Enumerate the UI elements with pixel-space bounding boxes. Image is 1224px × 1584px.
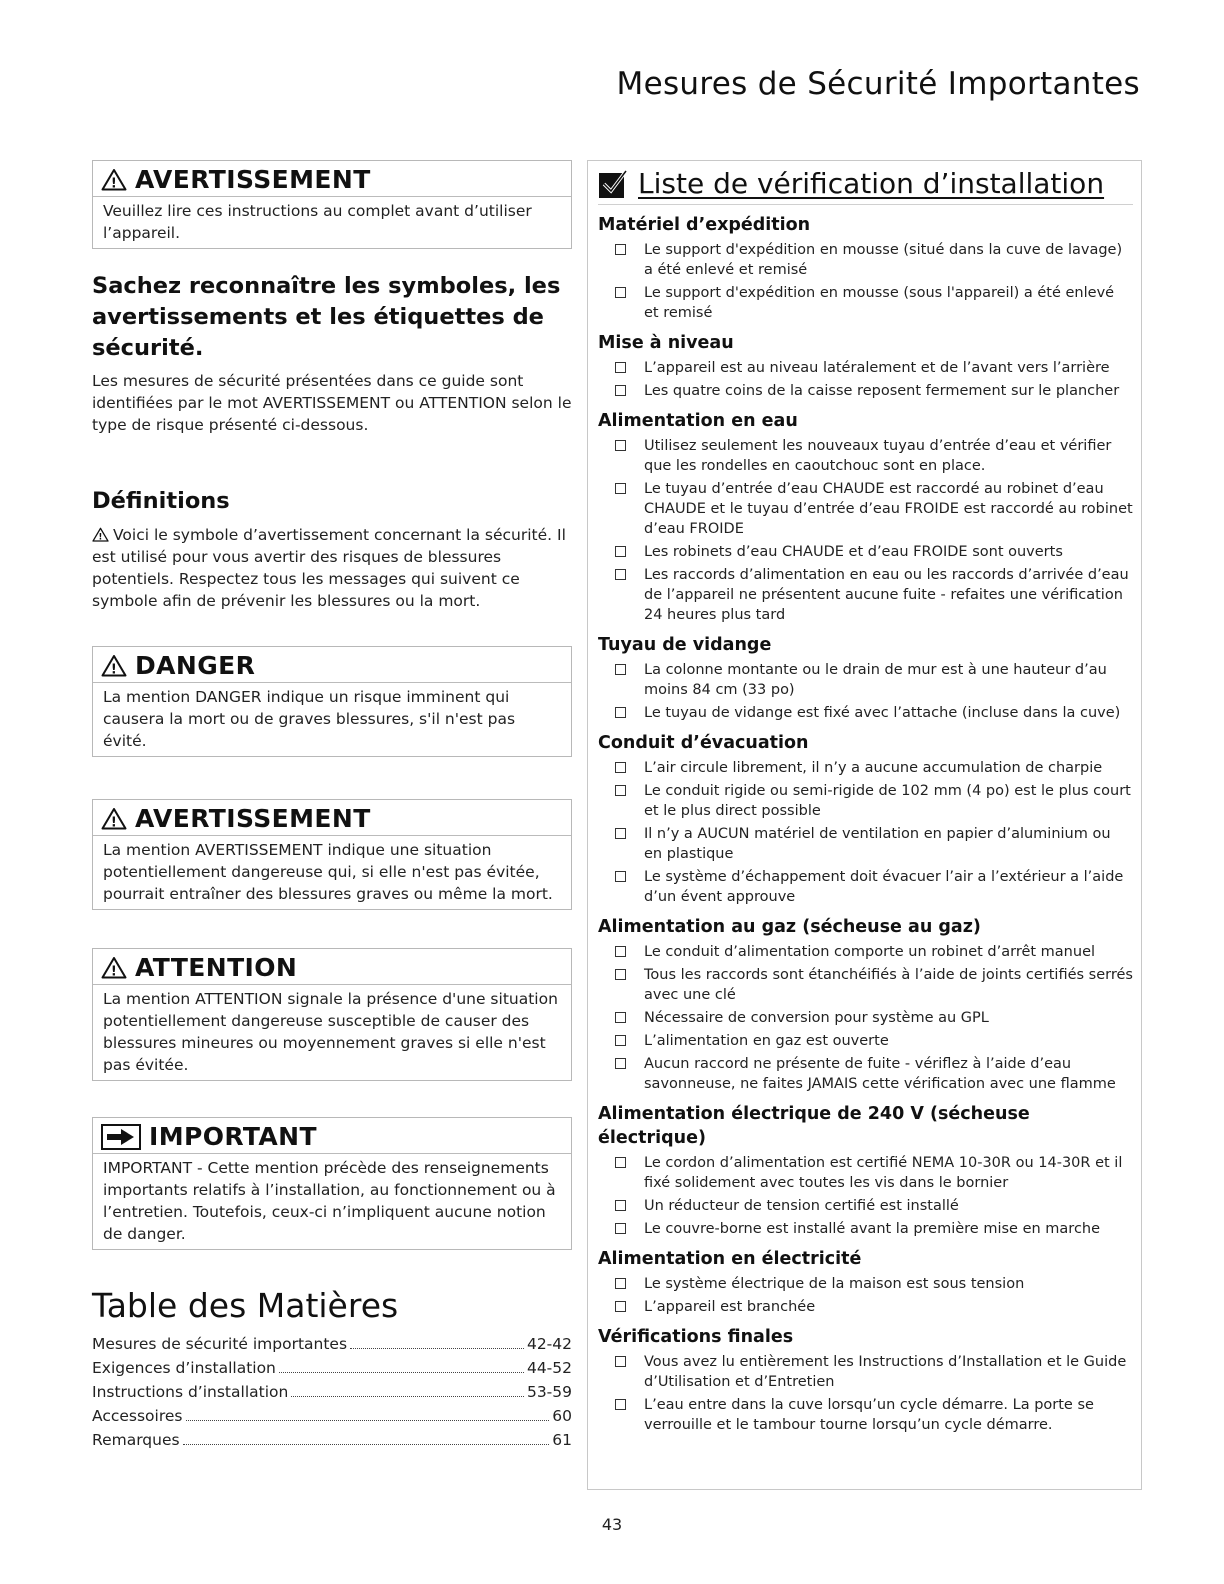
danger-box-title-text: DANGER <box>135 651 256 680</box>
checklist-section <box>598 1247 1133 1317</box>
toc-row <box>92 1333 572 1355</box>
svg-text:!: ! <box>110 815 118 830</box>
important-box-title-text: IMPORTANT <box>149 1122 317 1151</box>
definitions-paragraph <box>92 524 572 612</box>
important-box-text: IMPORTANT - Cette mention précède des renseignements importants relatifs à l’installation, au fonctionnement ou à l’entretien. Toutefois, ceux-ci n’impliquent aucune notion de danger. <box>103 1159 556 1243</box>
checklist-item-text: Vous avez lu entièrement les Instructions d’Installation et le Guide d’Utilisation et d’Entretien <box>644 1354 1127 1390</box>
checkbox-icon <box>615 1035 626 1046</box>
warning-box-2-title-text: AVERTISSEMENT <box>135 804 371 833</box>
checklist-section-heading: Alimentation au gaz (sécheuse au gaz) <box>598 917 981 937</box>
warning-box-2-text: La mention AVERTISSEMENT indique une situation potentiellement dangereuse qui, si elle n'est pas évitée, pourrait entraîner des blessures graves ou même la mort. <box>103 841 553 903</box>
page-header: Mesures de Sécurité Importantes <box>616 66 1140 102</box>
svg-text:!: ! <box>98 531 103 542</box>
warning-box-title-text: AVERTISSEMENT <box>135 165 371 194</box>
checklist-section-heading: Tuyau de vidange <box>598 635 772 655</box>
toc-title: Table des Matières <box>92 1286 399 1325</box>
checklist-item <box>598 436 1133 476</box>
svg-text:!: ! <box>110 964 118 979</box>
toc-label: Mesures de sécurité importantes <box>92 1335 348 1353</box>
checkbox-icon <box>615 1356 626 1367</box>
checklist-item <box>598 1395 1133 1435</box>
checkbox-icon <box>615 946 626 957</box>
page-number: 43 <box>601 1515 623 1534</box>
checkbox-icon <box>615 569 626 580</box>
checklist-item <box>598 965 1133 1005</box>
checkbox-icon <box>615 762 626 773</box>
svg-text:!: ! <box>110 662 118 677</box>
checklist-item-text: Le support d'expédition en mousse (situé dans la cuve de lavage) a été enlevé et remisé <box>644 242 1123 278</box>
checklist-section <box>598 731 1133 907</box>
checklist-item <box>598 867 1133 907</box>
toc-pages: 44-52 <box>526 1359 572 1377</box>
checklist-item-text: Le tuyau d’entrée d’eau CHAUDE est raccordé au robinet d’eau CHAUDE et le tuyau d’entrée d’eau FROIDE est raccordé au robinet d’eau FROIDE <box>644 481 1133 537</box>
toc-row <box>92 1405 572 1427</box>
toc-leader <box>183 1444 550 1445</box>
checkbox-icon <box>615 1157 626 1168</box>
checklist-item <box>598 942 1133 962</box>
checklist-item <box>598 283 1133 323</box>
checklist-item <box>598 1196 1133 1216</box>
caution-box-title-text: ATTENTION <box>135 953 298 982</box>
checked-box-icon <box>598 169 628 199</box>
checklist-item <box>598 1352 1133 1392</box>
toc-label: Accessoires <box>92 1407 183 1425</box>
caution-box-title <box>93 949 571 985</box>
checklist-item <box>598 758 1133 778</box>
checklist-item <box>598 1153 1133 1193</box>
checklist-section <box>598 1102 1133 1239</box>
danger-box-title <box>93 647 571 683</box>
checklist-body <box>598 213 1133 1435</box>
checkbox-icon <box>615 440 626 451</box>
checklist-section <box>598 1325 1133 1435</box>
svg-text:!: ! <box>110 176 118 191</box>
checkbox-icon <box>615 546 626 557</box>
checklist-item-text: L’alimentation en gaz est ouverte <box>644 1033 889 1049</box>
checklist-item-text: Nécessaire de conversion pour système au GPL <box>644 1010 989 1026</box>
checkbox-icon <box>615 1012 626 1023</box>
checklist-item <box>598 542 1133 562</box>
checkbox-icon <box>615 362 626 373</box>
checklist-item-text: Aucun raccord ne présente de fuite - vériflez à l’aide d’eau savonneuse, ne faites JAMAIS cette vérification avec une flamme <box>644 1056 1116 1092</box>
warning-icon <box>101 807 127 830</box>
checklist-item-text: Tous les raccords sont étanchéifiés à l’aide de joints certifiés serrés avec une clé <box>644 967 1133 1003</box>
checklist-title: Liste de vérification d’installation <box>638 167 1105 200</box>
checkbox-icon <box>615 244 626 255</box>
definitions-text: Voici le symbole d’avertissement concernant la sécurité. Il est utilisé pour vous avertir des risques de blessures potentiels. Respectez tous les messages qui suivent ce symbole afin de prévenir les blessures ou la mort. <box>92 526 566 610</box>
checklist-item-text: Le conduit rigide ou semi-rigide de 102 mm (4 po) est le plus court et le plus direct possible <box>644 783 1131 819</box>
checklist-item-text: La colonne montante ou le drain de mur est à une hauteur d’au moins 84 cm (33 po) <box>644 662 1107 698</box>
toc-row <box>92 1381 572 1403</box>
checkbox-icon <box>615 1223 626 1234</box>
danger-box-text: La mention DANGER indique un risque imminent qui causera la mort ou de graves blessures, s'il n'est pas évité. <box>103 688 516 750</box>
checklist-item <box>598 781 1133 821</box>
important-box-title <box>93 1118 571 1154</box>
checklist-section-heading: Vérifications finales <box>598 1327 794 1347</box>
toc-pages: 60 <box>552 1407 572 1425</box>
checklist-item <box>598 824 1133 864</box>
toc-pages: 53-59 <box>526 1383 572 1401</box>
checkbox-icon <box>615 785 626 796</box>
checklist-section-heading: Conduit d’évacuation <box>598 733 809 753</box>
checklist-item-text: Les robinets d’eau CHAUDE et d’eau FROIDE sont ouverts <box>644 544 1063 560</box>
checklist-item <box>598 565 1133 625</box>
symbols-text: Les mesures de sécurité présentées dans ce guide sont identifiées par le mot AVERTISSEMENT ou ATTENTION selon le type de risque présenté ci-dessous. <box>92 372 572 434</box>
checklist-section-heading: Alimentation en eau <box>598 411 798 431</box>
checkbox-icon <box>615 969 626 980</box>
toc-row <box>92 1357 572 1379</box>
toc-leader <box>291 1396 524 1397</box>
checkbox-icon <box>615 1278 626 1289</box>
warning-box-text: Veuillez lire ces instructions au complet avant d’utiliser l’appareil. <box>103 202 532 242</box>
checkbox-icon <box>615 1301 626 1312</box>
checklist-item-text: Utilisez seulement les nouveaux tuyau d’entrée d’eau et vérifier que les rondelles en caoutchouc sont en place. <box>644 438 1112 474</box>
checkbox-icon <box>615 287 626 298</box>
checklist-item-text: L’appareil est branchée <box>644 1299 816 1315</box>
checkbox-icon <box>615 1399 626 1410</box>
checklist-item <box>598 1297 1133 1317</box>
checklist-item-text: Le couvre-borne est installé avant la première mise en marche <box>644 1221 1101 1237</box>
checklist-section <box>598 633 1133 723</box>
checklist-item <box>598 1031 1133 1051</box>
warning-icon <box>101 956 127 979</box>
checklist-item <box>598 358 1133 378</box>
checklist-item <box>598 1054 1133 1094</box>
warning-box-2-title <box>93 800 571 836</box>
checkbox-icon <box>615 871 626 882</box>
toc-leader <box>350 1348 524 1349</box>
checkbox-icon <box>615 707 626 718</box>
warning-box-title <box>93 161 571 197</box>
checklist-header <box>598 167 1133 205</box>
important-box <box>92 1117 572 1250</box>
left-column <box>92 160 572 1451</box>
checkbox-icon <box>615 664 626 675</box>
checklist-section-heading: Matériel d’expédition <box>598 215 811 235</box>
checklist-section-heading: Alimentation électrique de 240 V (sécheuse électrique) <box>598 1104 1030 1148</box>
checkbox-icon <box>615 483 626 494</box>
checklist-item <box>598 1008 1133 1028</box>
checklist-section <box>598 213 1133 323</box>
checkbox-icon <box>615 385 626 396</box>
checklist-panel <box>587 160 1142 1490</box>
checklist-section-heading: Mise à niveau <box>598 333 734 353</box>
toc-label: Instructions d’installation <box>92 1383 289 1401</box>
toc-list <box>92 1333 572 1451</box>
checklist-item-text: Les quatre coins de la caisse reposent fermement sur le plancher <box>644 383 1120 399</box>
toc-row <box>92 1429 572 1451</box>
checklist-item-text: Les raccords d’alimentation en eau ou les raccords d’arrivée d’eau de l’appareil ne présentent aucune fuite - refaites une vérification 24 heures plus tard <box>644 567 1129 623</box>
warning-box-2 <box>92 799 572 910</box>
checklist-item <box>598 1274 1133 1294</box>
checkbox-icon <box>615 1058 626 1069</box>
checklist-item <box>598 1219 1133 1239</box>
warning-box <box>92 160 572 249</box>
checklist-item-text: Le support d'expédition en mousse (sous l'appareil) a été enlevé et remisé <box>644 285 1115 321</box>
checklist-item-text: Le cordon d’alimentation est certifié NEMA 10-30R ou 14-30R et il fixé solidement avec toutes les vis dans le bornier <box>644 1155 1123 1191</box>
checklist-item <box>598 660 1133 700</box>
toc-pages: 61 <box>552 1431 572 1449</box>
checklist-item-text: Le système électrique de la maison est sous tension <box>644 1276 1025 1292</box>
checkbox-icon <box>615 828 626 839</box>
checklist-item <box>598 240 1133 280</box>
checklist-item-text: Le tuyau de vidange est fixé avec l’attache (incluse dans la cuve) <box>644 705 1121 721</box>
checklist-item <box>598 381 1133 401</box>
caution-box-text: La mention ATTENTION signale la présence d'une situation potentiellement dangereuse susceptible de causer des blessures mineures ou moyennement graves si elle n'est pas évitée. <box>103 990 558 1074</box>
safety-alert-icon <box>92 527 109 542</box>
warning-icon <box>101 168 127 191</box>
caution-box <box>92 948 572 1081</box>
warning-icon <box>101 654 127 677</box>
danger-box <box>92 646 572 757</box>
checklist-item-text: Le système d’échappement doit évacuer l’air a l’extérieur a l’aide d’un évent approuve <box>644 869 1124 905</box>
toc-pages: 42-42 <box>526 1335 572 1353</box>
checklist-section <box>598 331 1133 401</box>
checklist-item-text: L’air circule librement, il n’y a aucune accumulation de charpie <box>644 760 1103 776</box>
arrow-right-icon <box>101 1124 141 1150</box>
checklist-section <box>598 409 1133 625</box>
checklist-section-heading: Alimentation en électricité <box>598 1249 862 1269</box>
checklist-item-text: Le conduit d’alimentation comporte un robinet d’arrêt manuel <box>644 944 1096 960</box>
checklist-item-text: L’eau entre dans la cuve lorsqu’un cycle démarre. La porte se verrouille et le tambour tourne lorsqu’un cycle démarre. <box>644 1397 1094 1433</box>
checklist-item <box>598 479 1133 539</box>
checklist-item-text: Il n’y a AUCUN matériel de ventilation en papier d’aluminium ou en plastique <box>644 826 1111 862</box>
toc-leader <box>279 1372 524 1373</box>
toc-label: Remarques <box>92 1431 180 1449</box>
toc-label: Exigences d’installation <box>92 1359 276 1377</box>
checkbox-icon <box>615 1200 626 1211</box>
checklist-item-text: L’appareil est au niveau latéralement et de l’avant vers l’arrière <box>644 360 1110 376</box>
checklist-item <box>598 703 1133 723</box>
checklist-item-text: Un réducteur de tension certifié est installé <box>644 1198 959 1214</box>
checklist-section <box>598 915 1133 1094</box>
definitions-heading: Définitions <box>92 488 230 514</box>
toc-leader <box>186 1420 550 1421</box>
symbols-heading: Sachez reconnaître les symboles, les avertissements et les étiquettes de sécurité. <box>92 273 561 361</box>
